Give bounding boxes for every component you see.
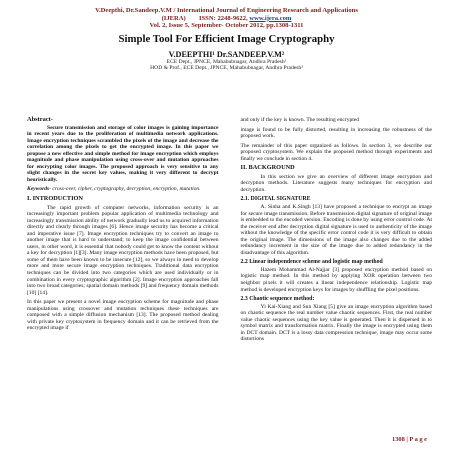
keywords (27, 186, 219, 193)
body-columns (27, 117, 432, 346)
section-heading-background: II. BACKGROUND (240, 164, 295, 172)
journal-website-link[interactable]: www.ijera.com (249, 14, 292, 22)
intro-paragraph-4: The remainder of this paper organized as follows. In section 3, we describe our proposed cryptosystem. We explain the proposed method through experiments and finally we conclude in section 4. (240, 142, 432, 162)
subsection-heading-chaotic-sequence: 2.3 Chaotic sequence method: (240, 296, 315, 303)
intro-paragraph-2: In this paper we present a novel image encryption scheme for magnitude and phase manipulations using crossover and mutation techniques these techniques are composed with a simple diffusion mechanism [13]. The proposed method dealing with private key cryptosystem in frequency domain and it can be retrieved from the encrypted image if (27, 299, 219, 332)
section-heading-introduction: I. INTRODUCTION (27, 195, 83, 203)
author-affiliation-1: ECE Dept., JPNCE, Mahabubnagar, Andhra Pradesh¹ (166, 58, 287, 65)
journal-header-line3: Vol. 2, Issue 5, September- October 2012, pp.1308-1311 (149, 22, 304, 30)
journal-header-line2: (IJERA) ISSN: 2248-9622, www.ijera.com (161, 14, 292, 22)
abstract-heading: Abstract- (27, 116, 53, 123)
right-column (241, 117, 433, 346)
keywords-text: - cross-over, cipher, cryptography, decryption, encryption, mutation. (49, 186, 201, 193)
page-number: 1308 | P a g e (392, 436, 427, 443)
subsection-heading-digital-signature: 2.1. DIGITAL SIGNATURE (240, 196, 311, 203)
chaotic-sequence-paragraph: Yi Kai-Xiang and Sun Xiang [5] give an image encryption algorithm based on chaotic sequence the real number value chaotic sequences. First, the real number value chaotic sequences using the key value is generated. Then it is dispersed in to symbol matrix and transformation matrix. Finally the image is encrypted using them in DCT domain. DCT is a lossy data compression technique, image may occur some distortions (240, 303, 432, 343)
subsection-heading-linear-independence: 2.2 Linear independence scheme and logistic map method (240, 259, 383, 266)
abstract-text: Secure transmission and storage of color images is gaining importance in recent years due to the proliferation of multimedia network applications. Image encryption techniques scrambled the pixels of the image and decrease the correlation among the pixels to get the encrypted image. In this paper we propose a new effective and simple method for image encryption which employs magnitude and phase manipulation using cross-over and mutation approaches for encrypting color images. The proposed approach is very sensitive to any slight changes in the secret key values, making it very different to decrypt heuristically. (27, 124, 219, 183)
keywords-label: Keywords (27, 186, 50, 193)
journal-abbrev: (IJERA) (161, 14, 186, 22)
journal-header (11, 7, 442, 30)
intro-paragraph-3: image is found to be fully distorted, resulting in increasing the robustness of the proposed work. (240, 126, 432, 140)
intro-paragraph-1: The rapid growth of computer networks, information security is an increasingly important problem popular application of multimedia technology and increasingly transmission ability of network gradually lead us to acquired information directly and clearly through images [6]. Hence image security has become a critical and imperative issue [7]. Image encryption techniques try to convert an image to another image that is hard to understand; to keep the image confidential between users, in other word, it is essential that nobody could get to know the content without a key for decryption [1][3]. Many image encryption methods have been proposed, but some of them have been known to be insecure [12], so we always in need to develop more and more secure image encryption techniques. Traditional data encryption techniques can be divided into two categories which are used individually or in combination in every cryptographic algorithm [2]. Image encryption approaches fall into two broad categories; spatial domain methods [9] and frequency domain methods [10] [14]. (27, 204, 219, 296)
issn: ISSN: 2248-9622 (198, 14, 247, 22)
digital-signature-paragraph: A. Sinha and K.Singh [13] have proposed a technique to encrypt an image for secure image transmission. Before transmission digital signature of original image is embedded to the encoded version. Encoding is done by using error control code. At the receiver end after decryption digital signature is used to authenticity of the image without the knowledge of the specific error control code it is very difficult to obtain the original image. The dimensions of the image also changes due to the added redundancy increment in the size of the image due to added redundancy in the disadvantage of this algorithm. (240, 204, 432, 256)
intro-continuation: and only if the key is known. The resulting encrypted (240, 117, 360, 123)
paper-authors: V.DEEPTHI¹ Dr.SANDEEP.V.M² (168, 49, 285, 59)
journal-header-line1: V.Deepthi, Dr.Sandeep.V.M / International Journal of Engineering Research and Applications (95, 7, 358, 14)
linear-independence-paragraph: Hazem Mohammad Al-Najjar [3] proposed encryption method based on logistic map method. In this method by applying XOR operation between two neighbor pixels it will creates a linear independence relationship. Logistic map method is developed encryption keys for images by shuffling the pixel positions. (240, 266, 432, 293)
background-paragraph: In this section we give an overview of different image encryption and decryption methods. Literature suggests many techniques for encryption and decryption. (240, 173, 432, 193)
author-affiliation-2: HOD & Prof., ECE Dept., JPNCE, Mahabubnagar, Andhra Pradesh² (150, 65, 303, 72)
paper-title: Simple Tool For Efficient Image Cryptography (118, 32, 335, 45)
left-column (27, 117, 219, 346)
